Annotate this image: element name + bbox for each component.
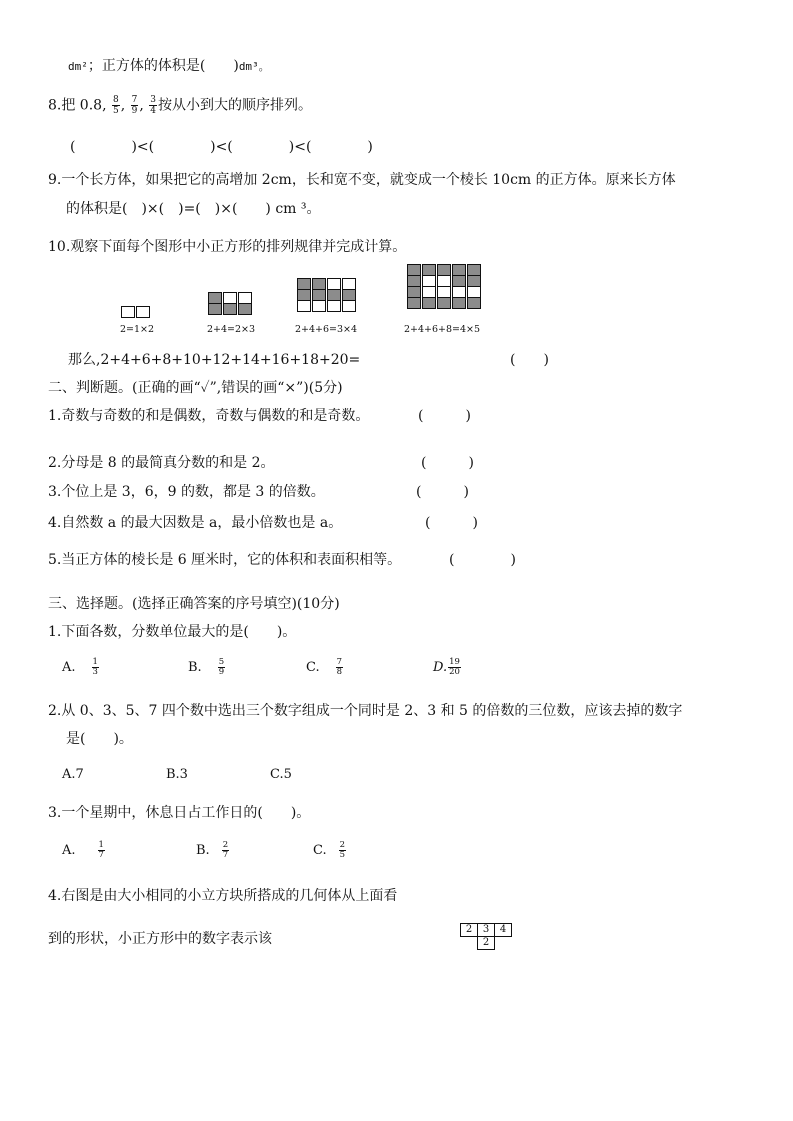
q8-fraction-3: $\frac{3}{4}$ [150,95,156,116]
judge-item-1: 1.奇数与奇数的和是偶数，奇数与偶数的和是奇数。 [48,408,370,424]
q10-answer-blank[interactable]: ( ) [510,352,549,368]
top-view-cell: 2 [460,923,478,937]
judge-item-2: 2.分母是 8 的最简真分数的和是 2。 [48,455,275,471]
pattern-figure-1 [121,306,151,317]
pattern-figure-2 [208,292,253,314]
choice-q2-option-c[interactable]: C.5 [270,767,292,782]
top-view-cell: 2 [477,936,495,950]
pattern-figure-3 [297,278,357,311]
judge-blank-1[interactable]: ( ) [418,408,471,424]
pattern-caption-4: 2+4+6+8=4×5 [404,324,481,335]
top-view-cell: 4 [494,923,512,937]
q8-question: 8.把 0.8, $\frac{8}{5}$ , $\frac{7}{9}$ , $\frac{3}{4}$ 按从小到大的顺序排列。 [48,95,312,116]
section-3-title: 三、选择题。(选择正确答案的序号填空)(10分) [48,596,340,612]
choice-q1-option-a[interactable]: A. $\frac{1}{3}$ [62,657,98,677]
q10-ask: 那么,2+4+6+8+10+12+14+16+18+20= [68,352,361,368]
choice-q4-line-1: 4.右图是由大小相同的小立方块所搭成的几何体从上面看 [48,888,398,904]
choice-q2-option-b[interactable]: B.3 [166,767,188,782]
q8-answer-blanks[interactable]: ( )<( )<( )<( ) [70,139,373,155]
judge-item-3: 3.个位上是 3，6，9 的数，都是 3 的倍数。 [48,484,325,500]
choice-q1: 1.下面各数，分数单位最大的是( )。 [48,624,297,640]
top-view-figure [460,923,511,949]
q10-question: 10.观察下面每个图形中小正方形的排列规律并完成计算。 [48,239,407,255]
choice-q1-option-d[interactable]: D. $\frac{19}{20}$ [433,657,460,677]
choice-q3-option-a[interactable]: A. $\frac{1}{7}$ [62,840,104,860]
judge-blank-2[interactable]: ( ) [421,455,474,471]
section-2-title: 二、判断题。(正确的画“✓”,错误的画“×”)(5分) [48,380,343,396]
choice-q3-option-c[interactable]: C. $\frac{2}{5}$ [313,840,346,860]
q7-tail: dm²；正方体的体积是( )dm³。 [68,58,270,74]
judge-blank-3[interactable]: ( ) [416,484,469,500]
choice-q2-line-2: 是( )。 [66,731,133,747]
pattern-figure-4 [407,264,482,308]
q9-line-1: 9.一个长方体，如果把它的高增加 2cm，长和宽不变，就变成一个棱长 10cm 的正方体。原来长方体 [48,172,676,188]
choice-q4-line-2: 到的形状，小正方形中的数字表示该 [48,931,272,947]
choice-q3: 3.一个星期中，休息日占工作日的( )。 [48,805,311,821]
top-view-cell: 3 [477,923,495,937]
choice-q3-option-b[interactable]: B. $\frac{2}{7}$ [196,840,229,860]
choice-q1-option-c[interactable]: C. $\frac{7}{8}$ [306,657,343,677]
judge-blank-5[interactable]: ( ) [449,552,516,568]
pattern-caption-2: 2+4=2×3 [207,324,256,335]
pattern-caption-3: 2+4+6=3×4 [295,324,358,335]
judge-item-5: 5.当正方体的棱长是 6 厘米时，它的体积和表面积相等。 [48,552,402,568]
q9-line-2[interactable]: 的体积是( )×( )=( )×( ) cm ³。 [66,201,321,217]
judge-item-4: 4.自然数 a 的最大因数是 a，最小倍数也是 a。 [48,515,343,531]
choice-q1-option-b[interactable]: B. $\frac{5}{9}$ [188,657,225,677]
choice-q2-line-1: 2.从 0、3、5、7 四个数中选出三个数字组成一个同时是 2、3 和 5 的倍数的三位数，应该去掉的数字 [48,703,683,719]
choice-q2-option-a[interactable]: A.7 [62,767,84,782]
pattern-caption-1: 2=1×2 [120,324,155,335]
q8-fraction-1: $\frac{8}{5}$ [112,95,119,116]
judge-blank-4[interactable]: ( ) [425,515,478,531]
q8-fraction-2: $\frac{7}{9}$ [131,95,138,116]
